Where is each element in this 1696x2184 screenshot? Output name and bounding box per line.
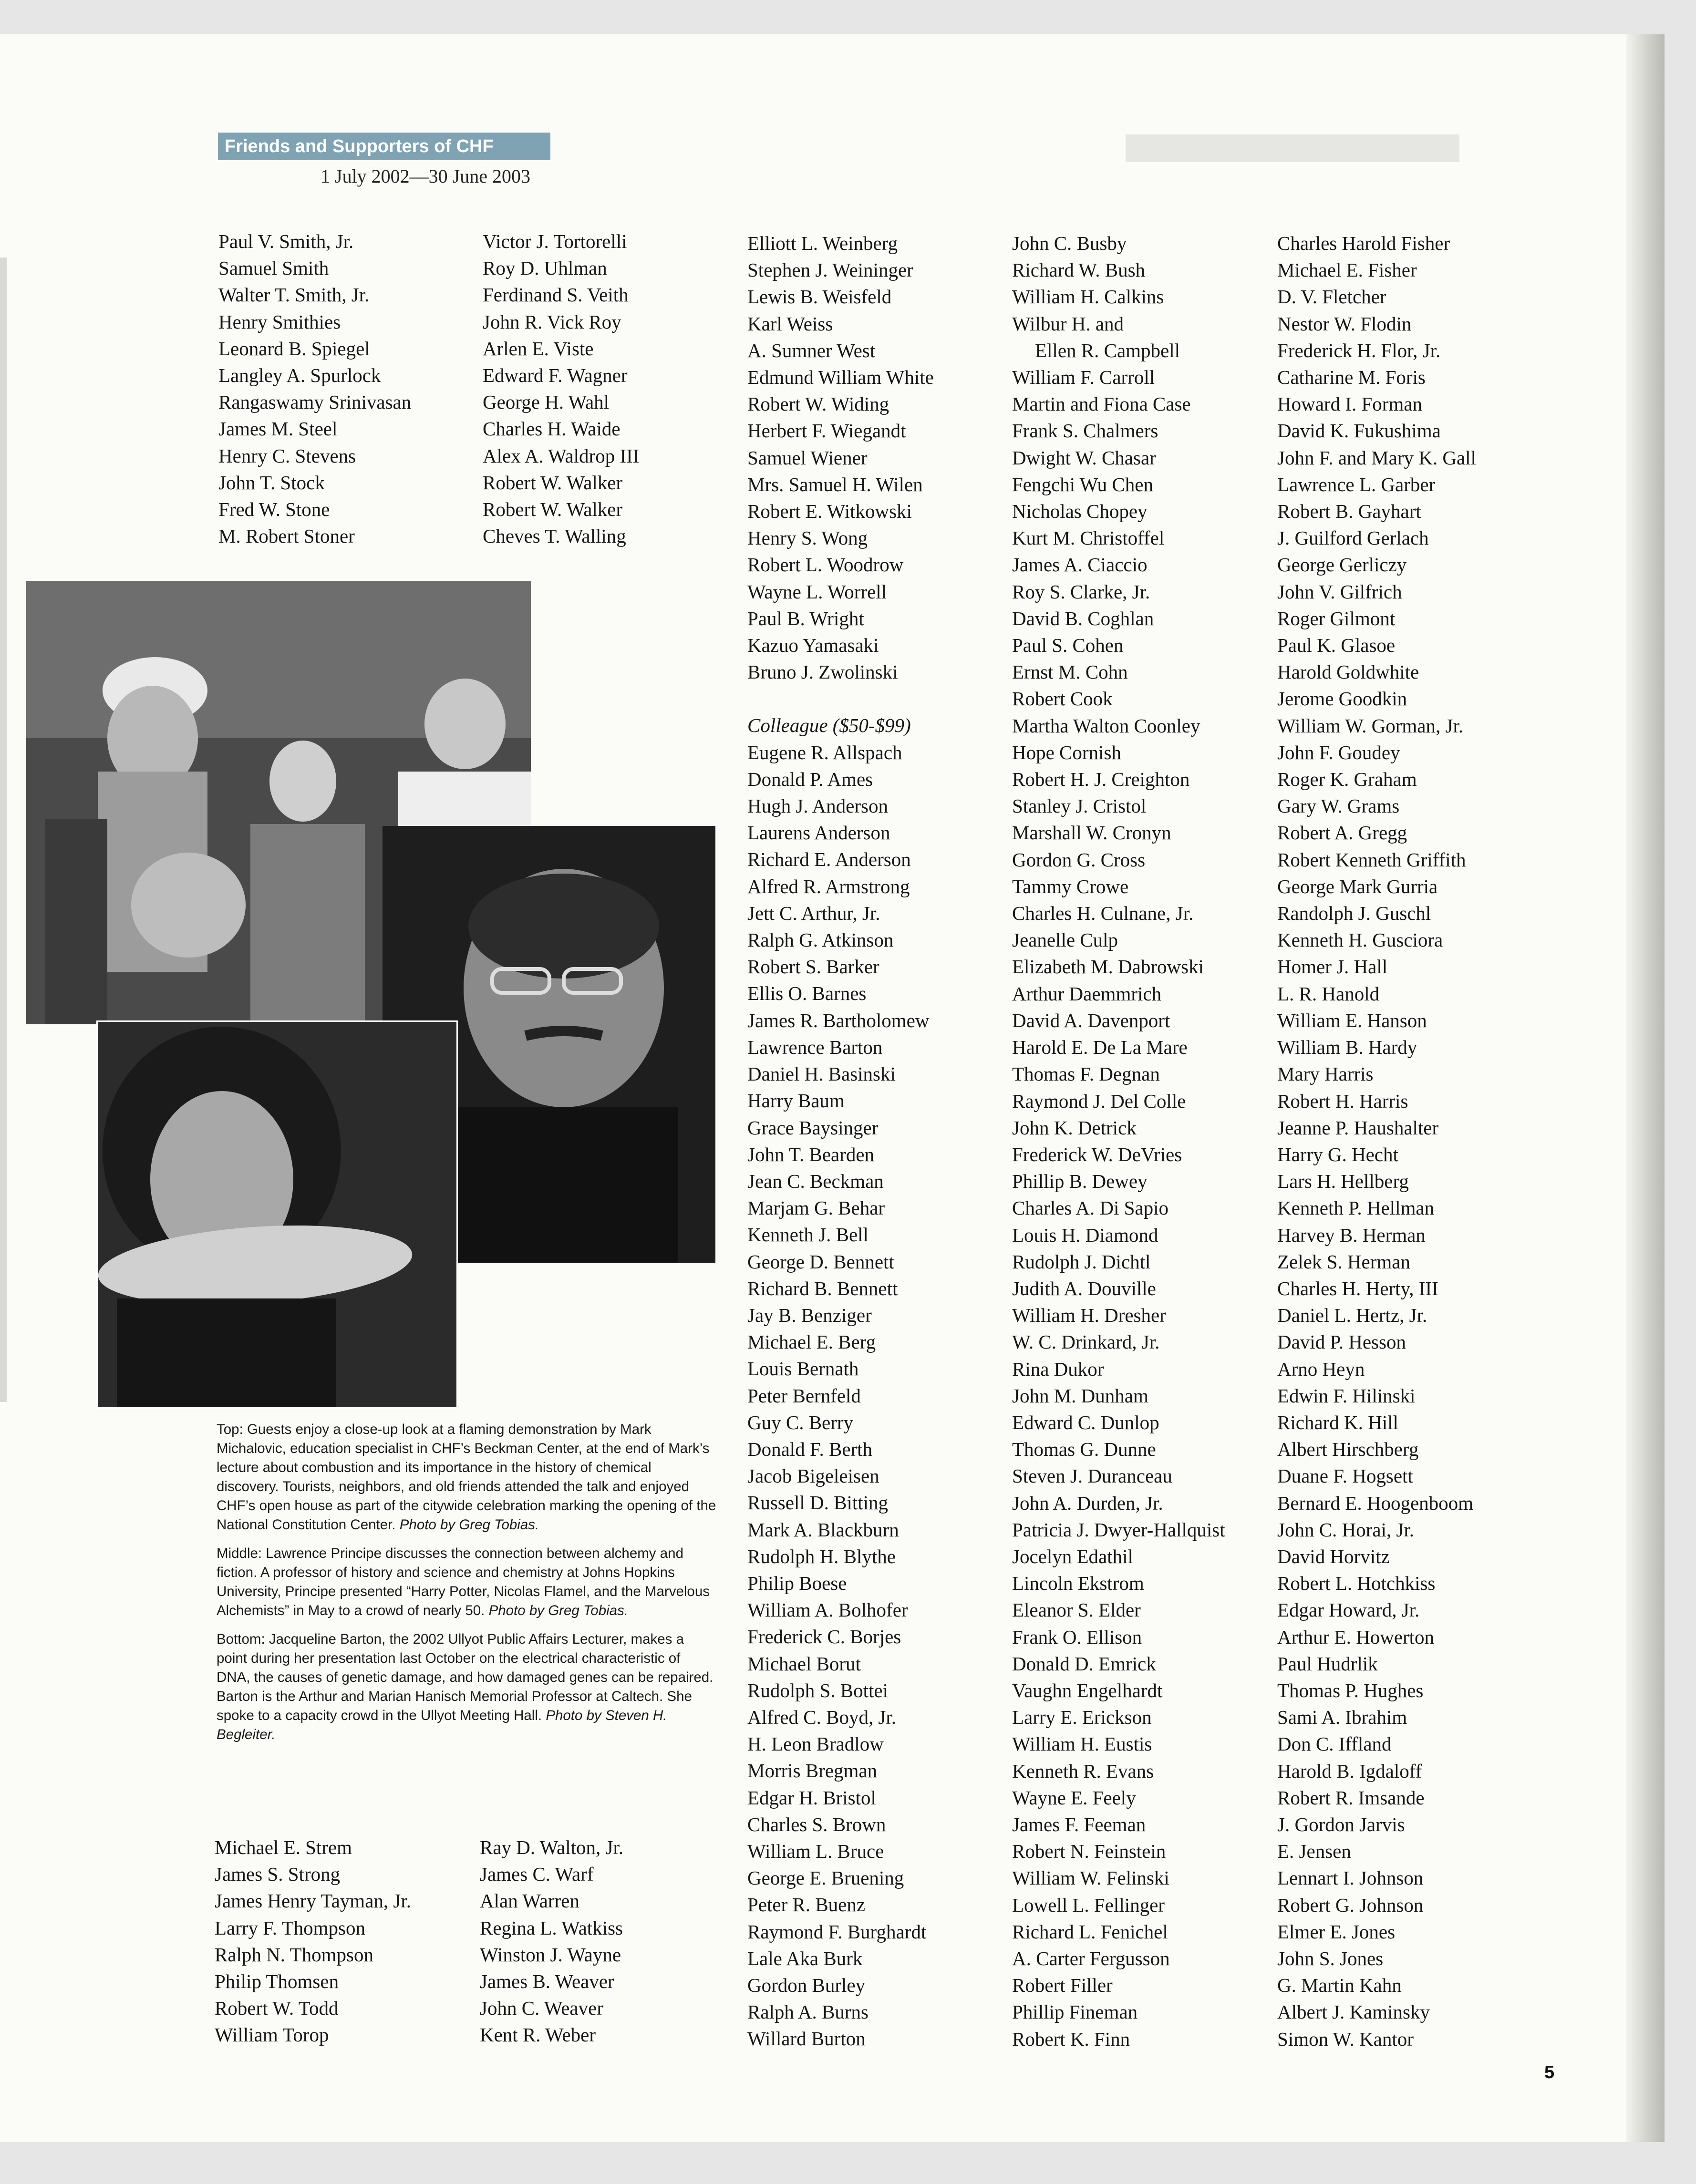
- name-entry: Arlen E. Viste: [483, 337, 594, 360]
- name-entry: William H. Dresher: [1012, 1304, 1166, 1327]
- name-entry: Robert W. Todd: [215, 1997, 339, 2019]
- name-entry: Henry C. Stevens: [218, 444, 356, 467]
- name-entry: Robert W. Walker: [483, 471, 623, 494]
- name-entry: Jeanne P. Haushalter: [1277, 1116, 1439, 1139]
- name-entry: Paul B. Wright: [747, 607, 864, 629]
- name-entry: Robert K. Finn: [1012, 2028, 1130, 2050]
- name-entry: Robert G. Johnson: [1277, 1894, 1424, 1916]
- name-entry: James C. Warf: [480, 1863, 594, 1885]
- name-entry: Michael E. Fisher: [1277, 259, 1417, 281]
- name-entry: Robert H. J. Creighton: [1012, 768, 1190, 791]
- name-entry: Bernard E. Hoogenboom: [1277, 1492, 1474, 1514]
- name-entry: Alex A. Waldrop III: [483, 444, 640, 467]
- name-entry: Thomas F. Degnan: [1012, 1063, 1160, 1085]
- name-entry: Harvey B. Herman: [1277, 1224, 1426, 1246]
- name-entry: Robert L. Woodrow: [747, 554, 904, 576]
- name-entry: Randolph J. Guschl: [1277, 902, 1431, 925]
- name-entry: Roy S. Clarke, Jr.: [1012, 580, 1150, 603]
- name-entry: Larry F. Thompson: [215, 1916, 365, 1939]
- name-entry: Donald D. Emrick: [1012, 1652, 1156, 1675]
- name-entry: Ralph N. Thompson: [215, 1943, 373, 1966]
- name-entry: John C. Weaver: [480, 1997, 603, 2019]
- name-entry: Ellen R. Campbell: [1035, 339, 1180, 361]
- name-entry: Charles Harold Fisher: [1277, 232, 1450, 254]
- name-entry: Robert L. Hotchkiss: [1277, 1572, 1436, 1595]
- name-entry: Edgar Howard, Jr.: [1277, 1599, 1420, 1621]
- name-entry: Kenneth R. Evans: [1012, 1760, 1154, 1782]
- name-entry: Frederick C. Borjes: [747, 1626, 901, 1648]
- name-entry: Fred W. Stone: [218, 498, 330, 521]
- name-entry: Vaughn Engelhardt: [1012, 1679, 1163, 1701]
- name-entry: William Torop: [215, 2024, 329, 2046]
- name-entry: David A. Davenport: [1012, 1009, 1170, 1031]
- name-entry: Alfred R. Armstrong: [747, 875, 910, 897]
- name-entry: Howard I. Forman: [1277, 393, 1423, 415]
- name-entry: James A. Ciaccio: [1012, 554, 1148, 576]
- name-entry: Robert H. Harris: [1277, 1090, 1408, 1112]
- name-entry: Arthur E. Howerton: [1277, 1626, 1435, 1648]
- name-entry: Paul K. Glasoe: [1277, 634, 1396, 657]
- name-entry: Martin and Fiona Case: [1012, 393, 1191, 415]
- name-entry: Michael Borut: [747, 1652, 861, 1675]
- name-entry: Ralph G. Atkinson: [747, 929, 894, 951]
- name-entry: Tammy Crowe: [1012, 875, 1129, 897]
- names-column-2-bottom: [480, 1834, 623, 2049]
- name-entry: Kenneth P. Hellman: [1277, 1197, 1435, 1219]
- name-entry: Ray D. Walton, Jr.: [480, 1836, 624, 1858]
- name-entry: Gordon Burley: [747, 1974, 866, 1996]
- name-entry: John C. Busby: [1012, 232, 1127, 254]
- photo-captions: [217, 1420, 717, 1754]
- name-entry: Patricia J. Dwyer-Hallquist: [1012, 1518, 1225, 1541]
- name-entry: Robert S. Barker: [747, 956, 879, 978]
- name-entry: Edgar H. Bristol: [747, 1786, 876, 1809]
- name-entry: Wayne L. Worrell: [747, 580, 887, 603]
- name-entry: Jay B. Benziger: [747, 1304, 872, 1326]
- name-entry: Gary W. Grams: [1277, 795, 1400, 817]
- name-entry: Gordon G. Cross: [1012, 848, 1146, 871]
- name-entry: James B. Weaver: [480, 1970, 614, 1993]
- name-entry: Harold E. De La Mare: [1012, 1036, 1188, 1059]
- name-entry: Daniel H. Basinski: [747, 1063, 896, 1085]
- name-entry: M. Robert Stoner: [218, 525, 355, 547]
- name-entry: A. Sumner West: [747, 339, 876, 361]
- name-entry: Samuel Wiener: [747, 446, 868, 469]
- page-number: 5: [1544, 2062, 1555, 2082]
- name-entry: Jacob Bigeleisen: [747, 1465, 879, 1487]
- name-entry: Robert N. Feinstein: [1012, 1840, 1166, 1863]
- name-entry: Arthur Daemmrich: [1012, 982, 1162, 1005]
- name-entry: Elizabeth M. Dabrowski: [1012, 956, 1204, 978]
- name-entry: Mrs. Samuel H. Wilen: [747, 473, 923, 495]
- name-entry: Charles H. Culnane, Jr.: [1012, 902, 1194, 925]
- name-entry: Richard E. Anderson: [747, 848, 911, 871]
- name-entry: John V. Gilfrich: [1277, 580, 1402, 603]
- name-entry: Phillip Fineman: [1012, 2001, 1138, 2023]
- name-entry: Robert Cook: [1012, 688, 1113, 710]
- name-entry: Peter R. Buenz: [747, 1894, 866, 1916]
- name-entry: Rudolph S. Bottei: [747, 1679, 889, 1701]
- bleed-through-header: [1126, 134, 1459, 162]
- name-entry: George Mark Gurria: [1277, 875, 1438, 897]
- name-entry: Willard Burton: [747, 2028, 866, 2050]
- name-entry: Raymond F. Burghardt: [747, 1920, 927, 1943]
- name-entry: Martha Walton Coonley: [1012, 714, 1200, 737]
- name-entry: James F. Feeman: [1012, 1813, 1146, 1835]
- name-entry: Eugene R. Allspach: [747, 741, 902, 763]
- name-entry: Guy C. Berry: [747, 1411, 854, 1433]
- name-entry: Arno Heyn: [1277, 1358, 1365, 1380]
- name-entry: Robert E. Witkowski: [747, 500, 912, 523]
- name-entry: James R. Bartholomew: [747, 1009, 930, 1031]
- date-range: 1 July 2002—30 June 2003: [321, 165, 530, 187]
- name-entry: E. Jensen: [1277, 1840, 1351, 1863]
- name-entry: Richard B. Bennett: [747, 1277, 898, 1299]
- name-entry: Fengchi Wu Chen: [1012, 473, 1153, 495]
- name-entry: Lawrence Barton: [747, 1036, 883, 1058]
- name-entry: Marshall W. Cronyn: [1012, 822, 1171, 844]
- name-entry: Lowell L. Fellinger: [1012, 1894, 1165, 1916]
- name-entry: Michael E. Strem: [215, 1836, 352, 1858]
- name-entry: Peter Bernfeld: [747, 1384, 861, 1407]
- name-entry: George E. Bruening: [747, 1867, 904, 1889]
- name-entry: William L. Bruce: [747, 1840, 884, 1862]
- name-entry: Sami A. Ibrahim: [1277, 1706, 1407, 1729]
- name-entry: Kurt M. Christoffel: [1012, 527, 1165, 549]
- name-entry: Alfred C. Boyd, Jr.: [747, 1706, 897, 1728]
- name-entry: James M. Steel: [218, 418, 338, 440]
- name-entry: Winston J. Wayne: [480, 1943, 621, 1966]
- name-entry: James S. Strong: [215, 1863, 341, 1885]
- caption-middle-credit: Photo by Greg Tobias.: [488, 1603, 629, 1618]
- name-entry: W. C. Drinkard, Jr.: [1012, 1331, 1160, 1353]
- name-entry: Paul V. Smith, Jr.: [218, 230, 354, 252]
- name-entry: Morris Bregman: [747, 1760, 878, 1782]
- name-entry: John F. Goudey: [1277, 741, 1400, 763]
- name-entry: Eleanor S. Elder: [1012, 1599, 1141, 1621]
- name-entry: Raymond J. Del Colle: [1012, 1090, 1186, 1112]
- name-entry: William E. Hanson: [1277, 1009, 1427, 1031]
- name-entry: Jean C. Beckman: [747, 1170, 884, 1192]
- name-entry: Alan Warren: [480, 1890, 579, 1912]
- section-title: Friends and Supporters of CHF: [218, 133, 550, 160]
- name-entry: Walter T. Smith, Jr.: [218, 284, 370, 306]
- name-entry: David B. Coghlan: [1012, 607, 1154, 629]
- name-entry: Karl Weiss: [747, 312, 833, 335]
- name-entry: Robert Filler: [1012, 1974, 1113, 1997]
- name-entry: John S. Jones: [1277, 1947, 1384, 1969]
- name-entry: Frederick H. Flor, Jr.: [1277, 339, 1441, 361]
- name-entry: Lincoln Ekstrom: [1012, 1572, 1144, 1595]
- name-entry: John F. and Mary K. Gall: [1277, 446, 1476, 469]
- name-entry: John T. Stock: [218, 471, 325, 494]
- name-entry: Albert J. Kaminsky: [1277, 2001, 1430, 2023]
- name-entry: Lars H. Hellberg: [1277, 1170, 1409, 1193]
- binding-edge: [0, 258, 7, 1402]
- caption-middle: [217, 1544, 717, 1620]
- name-entry: Charles S. Brown: [747, 1813, 886, 1835]
- name-entry: Edward C. Dunlop: [1012, 1411, 1159, 1433]
- name-entry: Lawrence L. Garber: [1277, 473, 1436, 495]
- name-entry: Steven J. Duranceau: [1012, 1465, 1172, 1487]
- name-entry: Grace Baysinger: [747, 1116, 879, 1139]
- names-column-2-top: [483, 228, 639, 549]
- name-entry: George H. Wahl: [483, 391, 610, 413]
- name-entry: Harry G. Hecht: [1277, 1143, 1398, 1165]
- name-entry: Robert W. Widing: [747, 393, 889, 415]
- name-entry: Mary Harris: [1277, 1063, 1374, 1085]
- name-entry: William H. Eustis: [1012, 1733, 1152, 1755]
- name-entry: Cheves T. Walling: [483, 525, 626, 547]
- name-entry: Phillip B. Dewey: [1012, 1170, 1148, 1193]
- name-entry: D. V. Fletcher: [1277, 286, 1386, 308]
- name-entry: John M. Dunham: [1012, 1384, 1148, 1407]
- name-entry: William F. Carroll: [1012, 366, 1155, 389]
- name-entry: Albert Hirschberg: [1277, 1438, 1419, 1461]
- name-entry: Henry Smithies: [218, 310, 341, 333]
- name-entry: Nicholas Chopey: [1012, 500, 1148, 523]
- name-entry: William A. Bolhofer: [747, 1599, 908, 1621]
- name-entry: Elmer E. Jones: [1277, 1920, 1396, 1943]
- caption-top-text: Top: Guests enjoy a close-up look at a flaming demonstration by Mark Michalovic, education specialist in CHF’s Beckman Center, at the end of Mark’s lecture about combustion and its importance in the history of chemical discovery. Tourists, neighbors, and old friends attended the talk and enjoyed CHF’s open house as part of the citywide celebration marking the opening of the National Constitution Center.: [217, 1422, 716, 1533]
- name-entry: Bruno J. Zwolinski: [747, 661, 898, 683]
- name-entry: William W. Gorman, Jr.: [1277, 714, 1464, 737]
- name-entry: George Gerliczy: [1277, 554, 1407, 576]
- name-entry: Harry Baum: [747, 1090, 845, 1112]
- name-entry: Wilbur H. and: [1012, 312, 1124, 335]
- name-entry: Regina L. Watkiss: [480, 1916, 623, 1939]
- name-entry: Jerome Goodkin: [1277, 688, 1407, 710]
- name-entry: Hope Cornish: [1012, 741, 1121, 763]
- name-entry: Jocelyn Edathil: [1012, 1545, 1133, 1567]
- name-entry: Wayne E. Feely: [1012, 1786, 1136, 1809]
- name-entry: Ralph A. Burns: [747, 2001, 869, 2023]
- name-entry: David Horvitz: [1277, 1545, 1390, 1567]
- name-entry: Stanley J. Cristol: [1012, 795, 1147, 817]
- name-entry: Elliott L. Weinberg: [747, 232, 898, 254]
- name-entry: James Henry Tayman, Jr.: [215, 1890, 411, 1912]
- name-entry: Charles H. Waide: [483, 418, 620, 440]
- name-entry: Hugh J. Anderson: [747, 795, 888, 817]
- name-entry: Robert B. Gayhart: [1277, 500, 1421, 523]
- name-entry: Mark A. Blackburn: [747, 1518, 899, 1541]
- name-entry: Paul S. Cohen: [1012, 634, 1124, 657]
- name-entry: Frank O. Ellison: [1012, 1626, 1142, 1648]
- name-entry: Duane F. Hogsett: [1277, 1465, 1413, 1487]
- caption-top: [217, 1420, 717, 1535]
- names-column-3: [747, 230, 934, 2052]
- name-entry: Robert Kenneth Griffith: [1277, 848, 1466, 871]
- name-entry: Zelek S. Herman: [1277, 1250, 1410, 1273]
- name-entry: Frank S. Chalmers: [1012, 420, 1158, 442]
- name-entry: Stephen J. Weininger: [747, 259, 913, 281]
- page-gutter: [1626, 34, 1665, 2142]
- name-entry: Jett C. Arthur, Jr.: [747, 902, 880, 924]
- name-entry: William H. Calkins: [1012, 286, 1164, 308]
- name-entry: Philip Thomsen: [215, 1970, 339, 1993]
- names-column-1-top: [218, 228, 411, 549]
- name-entry: Edmund William White: [747, 366, 934, 389]
- name-entry: Kent R. Weber: [480, 2024, 596, 2046]
- name-entry: Harold Goldwhite: [1277, 661, 1419, 683]
- name-entry: Lewis B. Weisfeld: [747, 286, 892, 308]
- name-entry: John C. Horai, Jr.: [1277, 1518, 1414, 1541]
- name-entry: David P. Hesson: [1277, 1331, 1406, 1353]
- name-entry: J. Gordon Jarvis: [1277, 1813, 1405, 1835]
- name-entry: Ernst M. Cohn: [1012, 661, 1128, 683]
- name-entry: Leonard B. Spiegel: [218, 337, 370, 360]
- name-entry: Richard W. Bush: [1012, 259, 1146, 281]
- name-entry: Langley A. Spurlock: [218, 364, 381, 387]
- name-entry: Paul Hudrlik: [1277, 1652, 1378, 1675]
- name-entry: Herbert F. Wiegandt: [747, 420, 906, 442]
- name-entry: Kazuo Yamasaki: [747, 634, 879, 657]
- caption-middle-text: Middle: Lawrence Principe discusses the connection between alchemy and fiction. A professor of history and science and chemistry at Johns Hopkins University, Principe presented “Harry Potter, Nicolas Flamel, and the Marvelous Alchemists” in May to a crowd of nearly 50.: [217, 1545, 710, 1618]
- name-entry: Daniel L. Hertz, Jr.: [1277, 1304, 1427, 1327]
- name-entry: Robert R. Imsande: [1277, 1786, 1425, 1809]
- name-entry: Roy D. Uhlman: [483, 257, 607, 279]
- name-entry: John A. Durden, Jr.: [1012, 1492, 1163, 1514]
- category-heading: Colleague ($50-$99): [747, 714, 911, 737]
- name-entry: Nestor W. Flodin: [1277, 312, 1412, 335]
- name-entry: Judith A. Douville: [1012, 1277, 1156, 1299]
- name-entry: Charles A. Di Sapio: [1012, 1197, 1169, 1219]
- name-entry: Ferdinand S. Veith: [483, 284, 629, 306]
- name-entry: Michael E. Berg: [747, 1331, 876, 1353]
- name-entry: A. Carter Fergusson: [1012, 1947, 1170, 1969]
- name-entry: Jeanelle Culp: [1012, 929, 1118, 951]
- name-entry: John R. Vick Roy: [483, 310, 621, 333]
- name-entry: David K. Fukushima: [1277, 420, 1441, 442]
- name-entry: Charles H. Herty, III: [1277, 1277, 1438, 1299]
- name-entry: J. Guilford Gerlach: [1277, 527, 1429, 549]
- name-entry: Philip Boese: [747, 1572, 847, 1594]
- name-entry: Laurens Anderson: [747, 822, 890, 844]
- name-entry: Frederick W. DeVries: [1012, 1143, 1182, 1165]
- caption-bottom-credit: Photo by Steven H. Begleiter.: [217, 1708, 667, 1742]
- name-entry: Simon W. Kantor: [1277, 2028, 1414, 2050]
- name-entry: Marjam G. Behar: [747, 1197, 885, 1219]
- name-entry: Rudolph H. Blythe: [747, 1545, 896, 1567]
- name-entry: Donald F. Berth: [747, 1438, 873, 1460]
- name-entry: Henry S. Wong: [747, 527, 868, 549]
- name-entry: Robert W. Walker: [483, 498, 623, 521]
- name-entry: Thomas P. Hughes: [1277, 1679, 1424, 1701]
- name-entry: William B. Hardy: [1277, 1036, 1417, 1059]
- photo-bottom-barton: [96, 1020, 458, 1409]
- name-entry: Roger Gilmont: [1277, 607, 1396, 629]
- name-entry: Rangaswamy Srinivasan: [218, 391, 412, 413]
- name-entry: Dwight W. Chasar: [1012, 446, 1156, 469]
- name-entry: John T. Bearden: [747, 1143, 875, 1165]
- name-entry: Louis H. Diamond: [1012, 1224, 1158, 1246]
- names-column-4: [1012, 230, 1225, 2052]
- name-entry: Thomas G. Dunne: [1012, 1438, 1156, 1461]
- name-entry: Harold B. Igdaloff: [1277, 1760, 1422, 1782]
- name-entry: Robert A. Gregg: [1277, 822, 1407, 844]
- name-entry: L. R. Hanold: [1277, 982, 1380, 1005]
- name-entry: Don C. Iffland: [1277, 1733, 1392, 1755]
- name-entry: Catharine M. Foris: [1277, 366, 1426, 389]
- name-entry: Homer J. Hall: [1277, 956, 1388, 978]
- name-entry: Russell D. Bitting: [747, 1492, 889, 1514]
- name-entry: Roger K. Graham: [1277, 768, 1417, 791]
- names-column-1-bottom: [215, 1834, 411, 2049]
- name-entry: Edward F. Wagner: [483, 364, 628, 387]
- caption-bottom: [217, 1630, 717, 1744]
- name-entry: Lennart I. Johnson: [1277, 1867, 1424, 1889]
- name-entry: Richard K. Hill: [1277, 1411, 1398, 1433]
- name-entry: Rudolph J. Dichtl: [1012, 1250, 1151, 1273]
- name-entry: G. Martin Kahn: [1277, 1974, 1402, 1997]
- name-entry: Rina Dukor: [1012, 1358, 1104, 1380]
- name-entry: Louis Bernath: [747, 1358, 859, 1380]
- name-entry: Donald P. Ames: [747, 768, 873, 790]
- caption-bottom-text: Bottom: Jacqueline Barton, the 2002 Ullyot Public Affairs Lecturer, makes a point during her presentation last October on the electrical characteristic of DNA, the causes of genetic damage, and how damaged genes can be repaired. Barton is the Arthur and Marian Hanisch Memorial Professor at Caltech. She spoke to a capacity crowd in the Ullyot Meeting Hall.: [217, 1631, 714, 1723]
- name-entry: Victor J. Tortorelli: [483, 230, 627, 252]
- caption-top-credit: Photo by Greg Tobias.: [399, 1517, 539, 1533]
- name-entry: John K. Detrick: [1012, 1116, 1137, 1139]
- name-entry: George D. Bennett: [747, 1250, 894, 1273]
- name-entry: H. Leon Bradlow: [747, 1733, 884, 1755]
- name-entry: Larry E. Erickson: [1012, 1706, 1152, 1729]
- names-column-5: [1277, 230, 1476, 2052]
- name-entry: Edwin F. Hilinski: [1277, 1384, 1416, 1407]
- name-entry: Richard L. Fenichel: [1012, 1920, 1168, 1943]
- name-entry: Kenneth H. Gusciora: [1277, 929, 1443, 951]
- name-entry: Lale Aka Burk: [747, 1947, 863, 1969]
- name-entry: Kenneth J. Bell: [747, 1224, 869, 1246]
- name-entry: William W. Felinski: [1012, 1867, 1169, 1889]
- name-entry: Samuel Smith: [218, 257, 329, 279]
- name-entry: Ellis O. Barnes: [747, 982, 867, 1005]
